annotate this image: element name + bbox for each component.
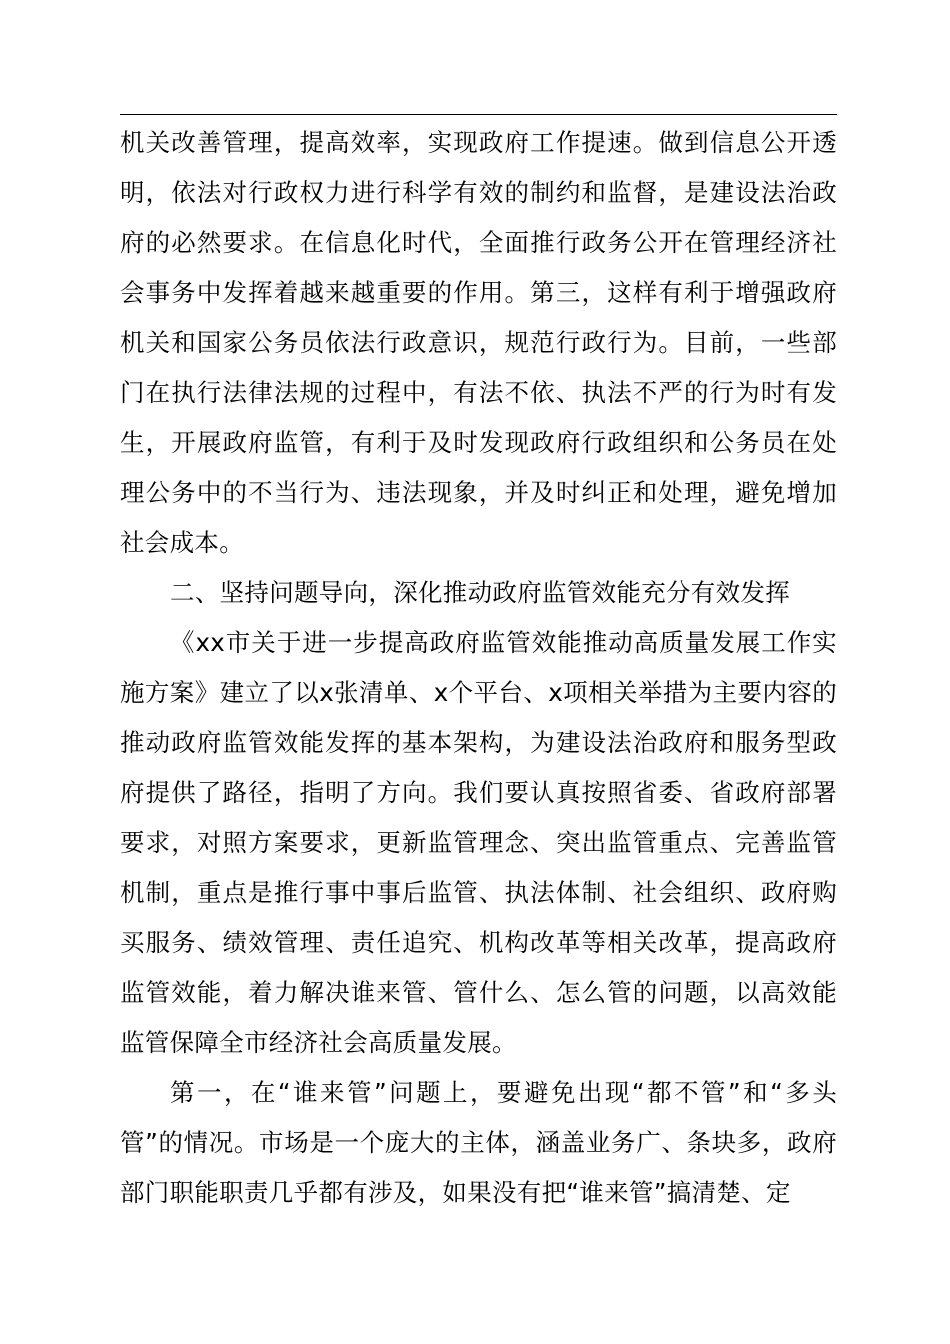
document-body	[120, 118, 837, 1218]
paragraph-who-manages: 第一，在“谁来管”问题上，要避免出现“都不管”和“多头管”的情况。市场是一个庞大的主体，涵盖业务广、条块多，政府部门职能职责几乎都有涉及，如果没有把“谁来管”搞清楚、定	[120, 1078, 837, 1207]
section-heading: 二、坚持问题导向，深化推动政府监管效能充分有效发挥	[170, 578, 790, 607]
paragraph-continued-text: 机关改善管理，提高效率，实现政府工作提速。做到信息公开透明，依法对行政权力进行科学有效的制约和监督，是建设法治政府的必然要求。在信息化时代，全面推行政务公开在管理经济社会事务中发挥着越来越重要的作用。第三，这样有利于增强政府机关和国家公务员依法行政意识，规范行政行为。目前，一些部门在执行法律法规的过程中，有法不依、执法不严的行为时有发生，开展政府监管，有利于及时发现政府行政组织和公务员在处理公务中的不当行为、违法现象，并及时纠正和处理，避免增加社会成本。	[120, 128, 837, 557]
paragraph-implementation-plan: 《xx市关于进一步提高政府监管效能推动高质量发展工作实施方案》建立了以x张清单、x个平台、x项相关举措为主要内容的推动政府监管效能发挥的基本架构，为建设法治政府和服务型政府提供了路径，指明了方向。我们要认真按照省委、省政府部署要求，对照方案要求，更新监管理念、突出监管重点、完善监管机制，重点是推行事中事后监管、执法体制、社会组织、政府购买服务、绩效管理、责任追究、机构改革等相关改革，提高政府监管效能，着力解决谁来管、管什么、怎么管的问题，以高效能监管保障全市经济社会高质量发展。	[120, 628, 837, 1057]
header-rule	[120, 114, 837, 115]
